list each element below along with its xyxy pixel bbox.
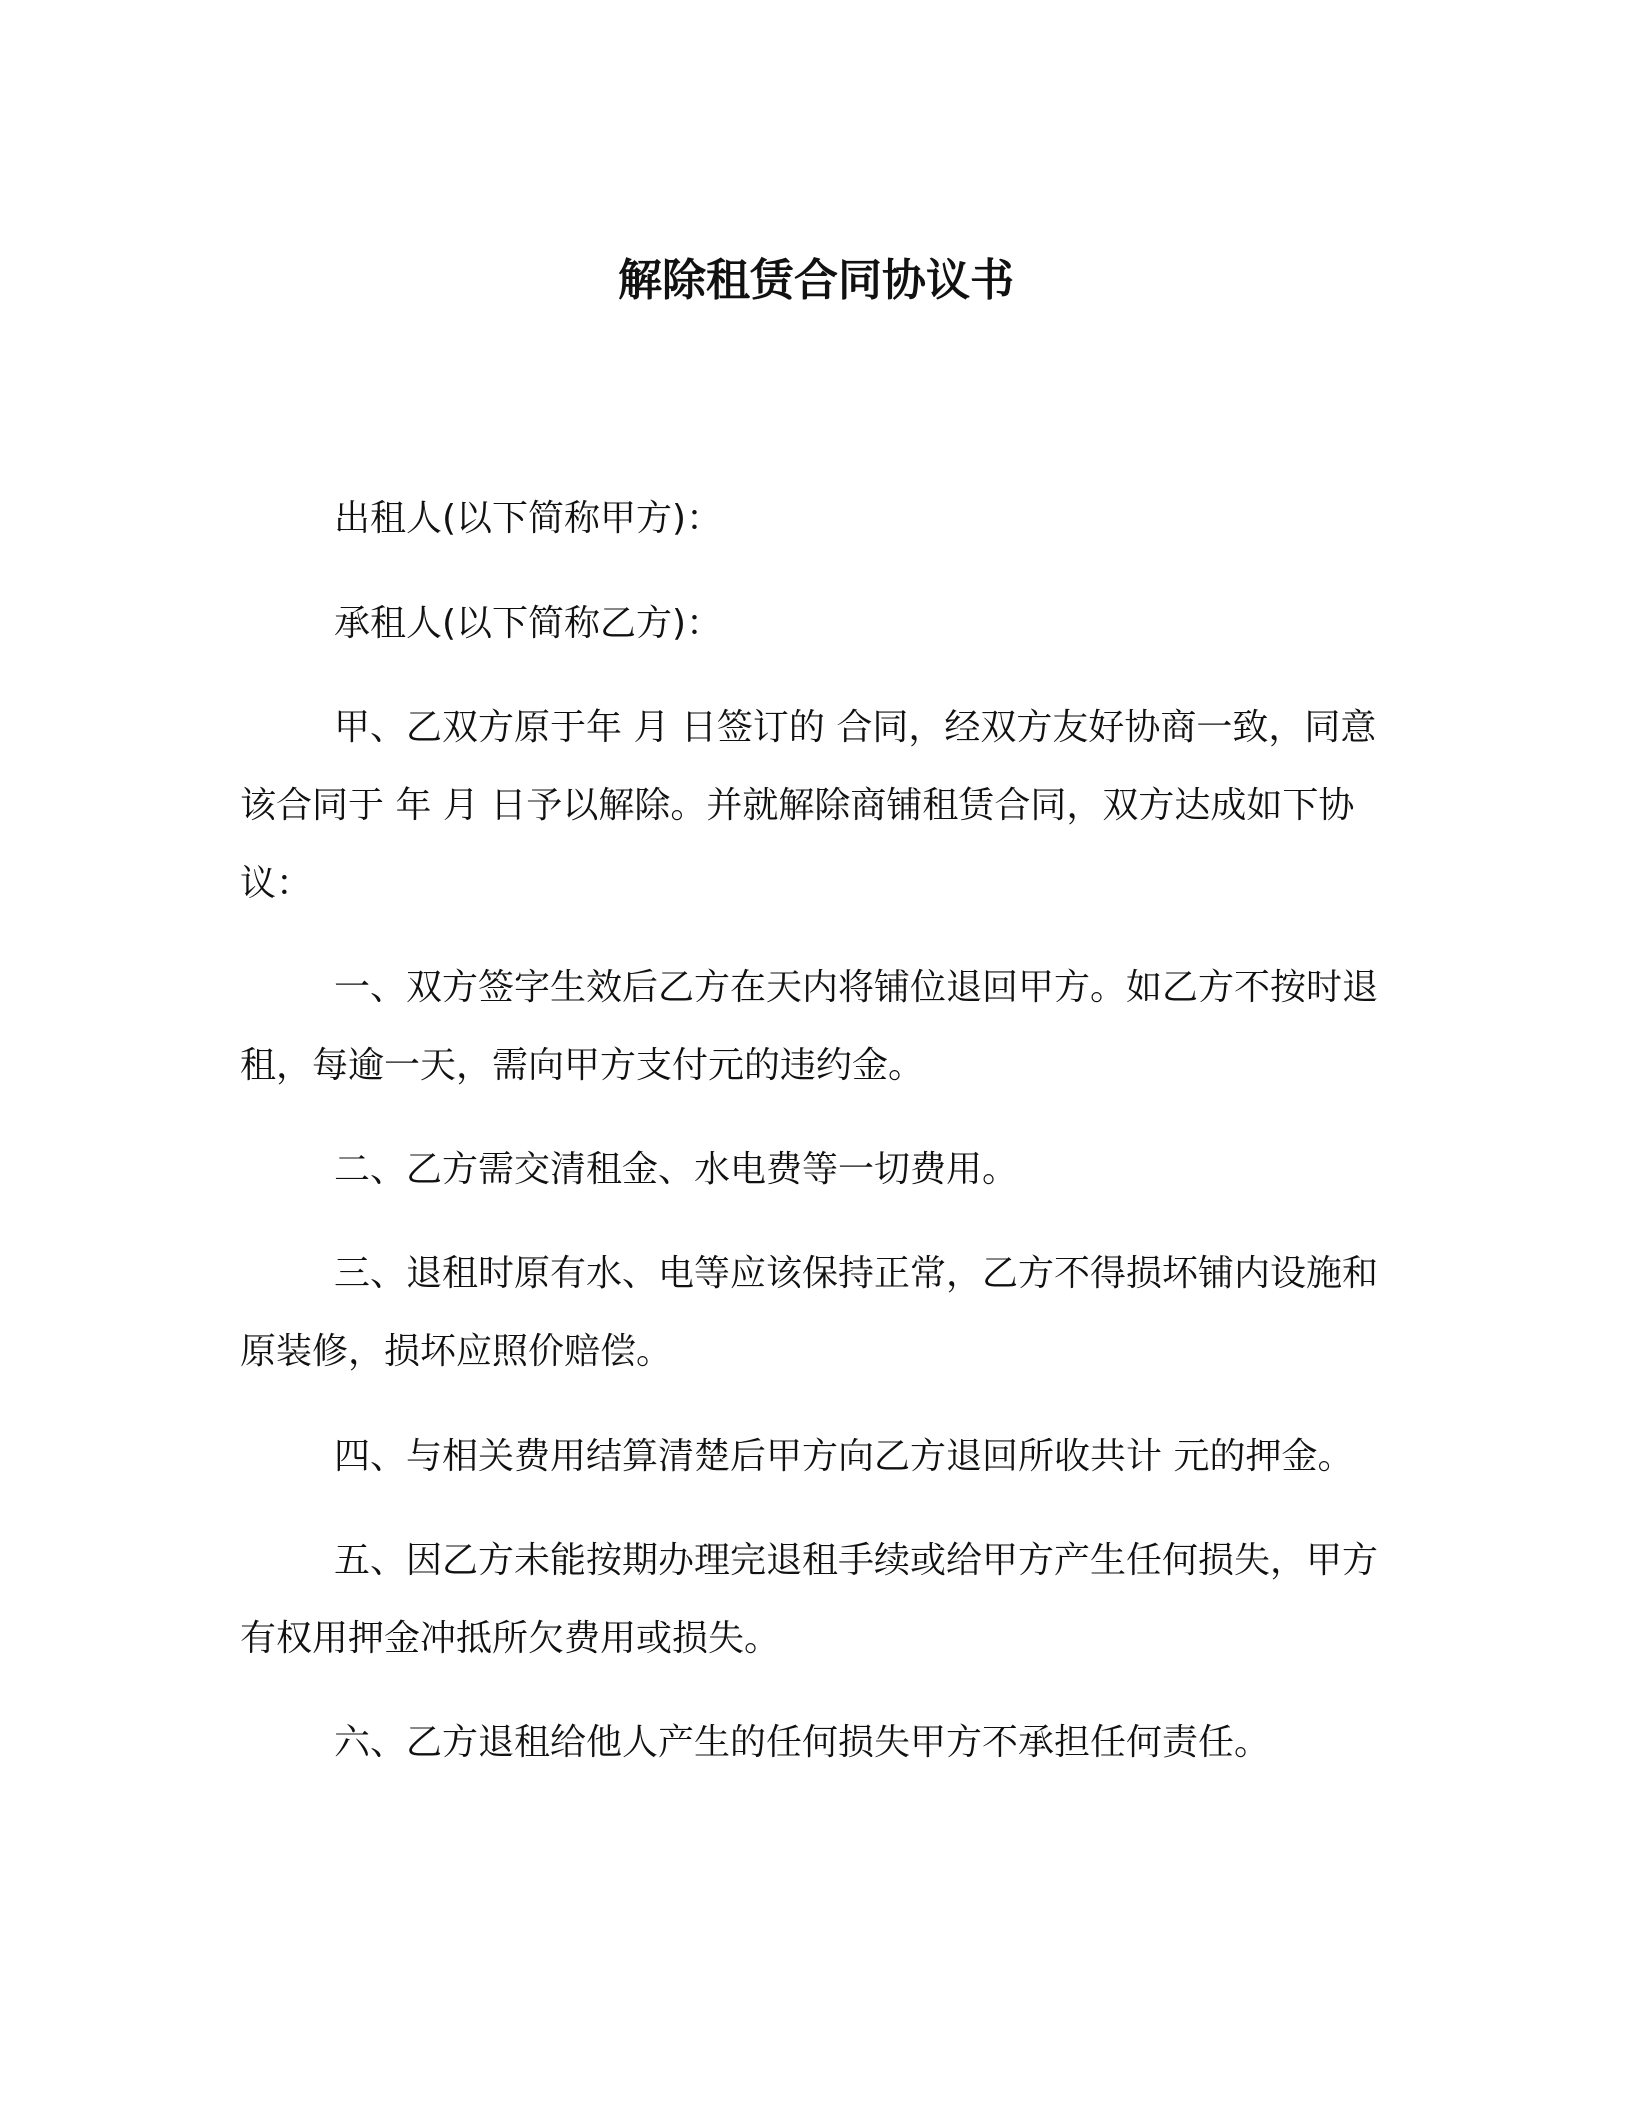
clause-2: 二、乙方需交清租金、水电费等一切费用。 <box>334 1149 1019 1190</box>
document-title: 解除租赁合同协议书 <box>618 255 1014 307</box>
clause-3: 三、退租时原有水、电等应该保持正常，乙方不得损坏铺内设施和原装修，损坏应照价赔偿。 <box>240 1253 1379 1372</box>
lessee-line: 承租人(以下简称乙方)： <box>334 603 723 644</box>
clause-5: 五、因乙方未能按期办理完退租手续或给甲方产生任何损失，甲方有权用押金冲抵所欠费用或损失。 <box>240 1540 1379 1659</box>
intro-paragraph: 甲、乙双方原于年 月 日签订的 合同，经双方友好协商一致，同意该合同于 年 月 日予以解除。并就解除商铺租赁合同，双方达成如下协议： <box>240 707 1377 904</box>
clause-1: 一、双方签字生效后乙方在天内将铺位退回甲方。如乙方不按时退租，每逾一天，需向甲方支付元的违约金。 <box>240 967 1379 1086</box>
lessor-line: 出租人(以下简称甲方)： <box>334 498 723 539</box>
clause-4: 四、与相关费用结算清楚后甲方向乙方退回所收共计 元的押金。 <box>334 1436 1354 1477</box>
clause-6: 六、乙方退租给他人产生的任何损失甲方不承担任何责任。 <box>334 1722 1271 1763</box>
